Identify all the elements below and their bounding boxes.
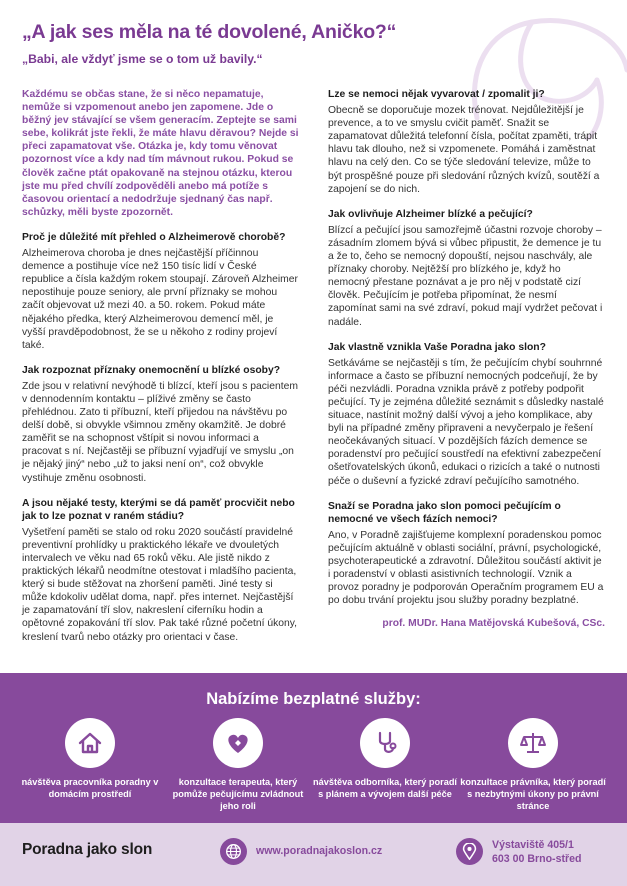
qa-section xyxy=(22,231,299,352)
heart-care-icon xyxy=(213,718,263,768)
website-link[interactable]: www.poradnajakoslon.cz xyxy=(256,845,383,857)
section-question: A jsou nějaké testy, kterými se dá paměť procvičit nebo jak to lze poznat v raném stádiu? xyxy=(22,497,295,522)
globe-icon xyxy=(220,838,247,865)
scales-icon xyxy=(508,718,558,768)
section-answer: Alzheimerova choroba je dnes nejčastější příčinnou demence a postihuje více než 150 tisíc lidí v České republice a čísla každým rokem stoupají. Zároveň Alzheimer nepostihuje pouze seniory, ale první příznaky se mohou začít objevovat už mezi 40. a 50. rokem. Pokud máte nějakého předka, který Alzheimerovou demencí měl, je vyšší pravděpodobnost, že se u někoho z rodiny projeví také. xyxy=(22,248,298,351)
qa-section xyxy=(328,341,605,488)
services-title: Nabízíme bezplatné služby: xyxy=(206,690,421,708)
section-answer: Vyšetření paměti se stalo od roku 2020 součástí pravidelné preventivní prohlídky u praktického lékaře ve dvouletých intervalech ve věku nad 65 roků věku. Ale jistě nikdo z praktických lékařů neodmítne otestovat i mladšího pacienta, který si bude stěžovat na zhoršení paměti. Jiné testy si může kdokoliv udělat doma, např. přes internet. Nejčastější je zapamatování tří slov, nakreslení ciferníku hodin a opětovné zopakování tří slov. Pak také různé početní úkony, kreslení tvarů nebo otázky pro orientaci v čase. xyxy=(22,526,298,643)
service-home-visit xyxy=(15,718,165,800)
section-question: Jak ovlivňuje Alzheimer blízké a pečující? xyxy=(328,208,533,220)
house-icon xyxy=(65,718,115,768)
page-subtitle: „Babi, ale vždyť jsme se o tom už bavily.“ xyxy=(22,52,263,66)
location-pin-icon xyxy=(456,838,483,865)
section-answer: Zde jsou v relativní nevýhodě ti blízcí, kteří jsou s pacientem v dennodenním kontaktu – plíživé změny se často přehlédnou. Zato ti příbuzní, kteří přijedou na návštěvu po delší době, si obvykle všimnou změny okamžitě. Je dobré zaměřit se na schopnost vštípit si novou informaci a pracovat s ní. Nejčastěji se příbuzní vyjadřují ve smyslu „on je nějaký jiný“ nebo „už to jaksi není on“, což obvykle vystihuje změnu osobnosti. xyxy=(22,380,298,484)
service-label: konzultace terapeuta, který pomůže pečujícímu zvládnout jeho roli xyxy=(172,777,304,811)
service-label: konzultace právníka, který poradí s nezbytnými úkony po právní stránce xyxy=(460,777,606,811)
section-question: Proč je důležité mít přehled o Alzheimerově chorobě? xyxy=(22,231,286,243)
section-answer: Blízcí a pečující jsou samozřejmě účastni rozvoje choroby – zásadním zlomem bývá si vůbec připustit, že demence je tu a že to, čeho se nemocný dopouští, nejsou naschvály, ale příznaky choroby. Nejtěžší pro blízkého je, když ho nemocný přestane poznávat a je pro něj v podstatě cizí člověk. Pečujícím je potřeba připomínat, že nesmí zapomínat sami na své zdraví, pokud mají vydržet pečovat i nadále. xyxy=(328,224,603,328)
service-label: návštěva odborníka, který poradí s plánem a vývojem další péče xyxy=(313,777,457,799)
qa-section xyxy=(328,88,605,196)
service-specialist xyxy=(310,718,460,800)
section-question: Snaží se Poradna jako slon pomoci pečujícím o nemocné ve všech fázích nemoci? xyxy=(328,500,561,525)
section-answer: Obecně se doporučuje mozek trénovat. Nejdůležitější je prevence, a to ve smyslu cvičit paměť. Snažit se zapamatovat důležitá telefonní čísla, počítat zpaměti, trápit hlavu tak dlouho, než si vzpomenete. Pomáhá i zaměstnat hlavu na celý den. Co se týče sledování televize, může to být prospěšné pouze při sledování různých kvízů, soutěží a zapojení se do nich. xyxy=(328,105,600,195)
qa-section xyxy=(22,364,299,485)
service-label: návštěva pracovníka poradny v domácím prostředí xyxy=(21,777,159,799)
intro-paragraph: Každému se občas stane, že si něco nepamatuje, nemůže si vzpomenout anebo jen zapomene. Jde o běžný jev stávající se všem generacím. Zeptejte se sami sebe, kolikrát jste řekli, že máte hlavu děravou? Nejde si přeci zapamatovat vše. Otázka je, kdy tomu věnovat pozornost více a kdy nad tím mávnout rukou. Pokud se člověk začne ptát opakovaně na stejnou otázku, kterou jste mu před chvílí zodpověděli anebo má potíže s časovou orientací a nedodržuje sjednaný čas např. schůzky, měli byste zpozornět. xyxy=(22,89,299,218)
service-lawyer xyxy=(458,718,608,812)
section-answer: Setkáváme se nejčastěji s tím, že pečujícím chybí souhrnné informace a často se příbuzní nemocných podceňují, že by péči nezvládli. Poradna vznikla právě z potřeby podpořit pečující. Ty je zejména důležité seznámit s důsledky nastalé situace, nastínit možný další vývoj a jeho komplikace, aby byli na případné změny připraveni a nevyčerpalo je řešení neočekávaných situací. V pozdějších fázích demence se poradenství pro pečující soustředí na efektivní zabezpečení ošetřovatelských úkonů, edukaci o rizicích a také o nutnosti péče o duševní a fyzické zdraví pečujícího samotného. xyxy=(328,357,604,487)
address-line2: 603 00 Brno-střed xyxy=(492,853,582,865)
section-question: Jak rozpoznat příznaky onemocnění u blízké osoby? xyxy=(22,364,281,376)
qa-section xyxy=(328,208,605,329)
address-line1: Výstaviště 405/1 xyxy=(492,839,574,851)
section-question: Lze se nemoci nějak vyvarovat / zpomalit ji? xyxy=(328,89,545,100)
left-column xyxy=(22,88,299,656)
right-column xyxy=(328,88,605,630)
brand-name: Poradna jako slon xyxy=(22,841,153,858)
section-answer: Ano, v Poradně zajišťujeme komplexní poradenskou pomoc pečujícím aktuálně v oblasti sociální, právní, psychologické, psychoterapeutické a zdravotní. Důležitou součástí aktivit je i poradenství v oblasti asistivních technologií. Vznik a provoz poradny je podporován Operačním programem EU a po dobu trvání projektu jsou služby poradny bezplatné. xyxy=(328,529,604,607)
author-signature: prof. MUDr. Hana Matějovská Kubešová, CSc. xyxy=(382,618,605,630)
address xyxy=(492,838,582,866)
page-title: „A jak ses měla na té dovolené, Aničko?“ xyxy=(22,21,397,43)
qa-section xyxy=(22,497,299,644)
qa-section xyxy=(328,500,605,608)
stethoscope-icon xyxy=(360,718,410,768)
service-therapist xyxy=(163,718,313,812)
section-question: Jak vlastně vznikla Vaše Poradna jako slon? xyxy=(328,341,546,353)
